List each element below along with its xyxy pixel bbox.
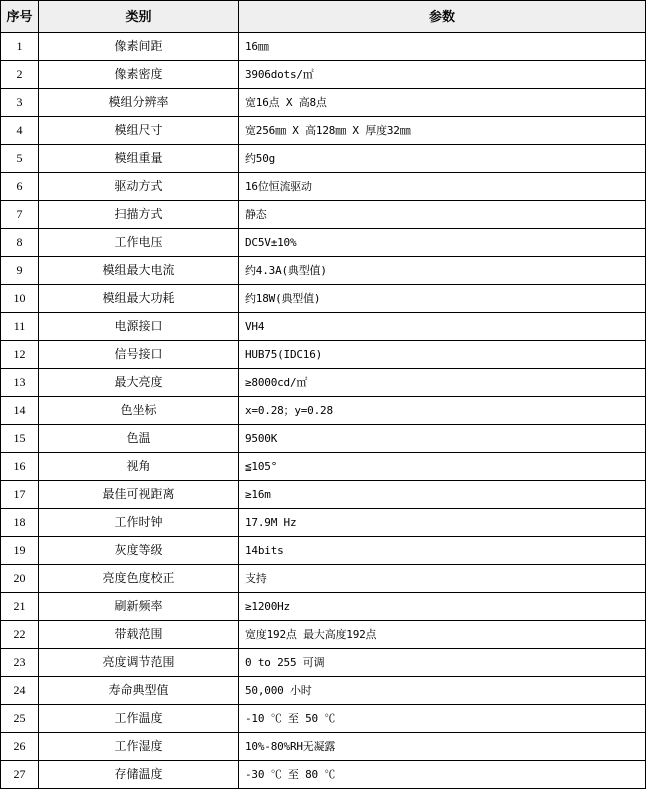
cell-category: 色温 xyxy=(39,425,239,453)
table-row xyxy=(1,369,646,397)
cell-parameter: 约50g xyxy=(239,145,646,173)
table-row xyxy=(1,565,646,593)
table-row xyxy=(1,733,646,761)
cell-category: 存储温度 xyxy=(39,761,239,789)
cell-category: 模组分辨率 xyxy=(39,89,239,117)
cell-parameter: 宽256㎜ X 高128㎜ X 厚度32㎜ xyxy=(239,117,646,145)
column-header-category: 类别 xyxy=(39,1,239,33)
cell-category: 像素密度 xyxy=(39,61,239,89)
table-row xyxy=(1,313,646,341)
cell-index: 21 xyxy=(1,593,39,621)
table-row xyxy=(1,453,646,481)
cell-index: 20 xyxy=(1,565,39,593)
cell-index: 23 xyxy=(1,649,39,677)
table-row xyxy=(1,621,646,649)
cell-category: 像素间距 xyxy=(39,33,239,61)
cell-index: 22 xyxy=(1,621,39,649)
table-row xyxy=(1,705,646,733)
cell-category: 带载范围 xyxy=(39,621,239,649)
cell-category: 灰度等级 xyxy=(39,537,239,565)
cell-parameter: 9500K xyxy=(239,425,646,453)
cell-parameter: x=0.28；y=0.28 xyxy=(239,397,646,425)
cell-parameter: -30 ℃ 至 80 ℃ xyxy=(239,761,646,789)
cell-category: 模组尺寸 xyxy=(39,117,239,145)
cell-category: 最大亮度 xyxy=(39,369,239,397)
cell-category: 驱动方式 xyxy=(39,173,239,201)
cell-parameter: ≥8000cd/㎡ xyxy=(239,369,646,397)
cell-index: 27 xyxy=(1,761,39,789)
table-row xyxy=(1,61,646,89)
cell-index: 2 xyxy=(1,61,39,89)
cell-index: 17 xyxy=(1,481,39,509)
cell-index: 24 xyxy=(1,677,39,705)
cell-index: 10 xyxy=(1,285,39,313)
cell-parameter: 支持 xyxy=(239,565,646,593)
table-header xyxy=(1,1,646,33)
cell-parameter: 宽16点 X 高8点 xyxy=(239,89,646,117)
table-row xyxy=(1,509,646,537)
table-row xyxy=(1,33,646,61)
cell-parameter: 16位恒流驱动 xyxy=(239,173,646,201)
cell-parameter: -10 ℃ 至 50 ℃ xyxy=(239,705,646,733)
cell-index: 6 xyxy=(1,173,39,201)
cell-category: 亮度色度校正 xyxy=(39,565,239,593)
cell-parameter: 50,000 小时 xyxy=(239,677,646,705)
cell-index: 7 xyxy=(1,201,39,229)
cell-index: 13 xyxy=(1,369,39,397)
cell-index: 15 xyxy=(1,425,39,453)
cell-index: 18 xyxy=(1,509,39,537)
table-row xyxy=(1,425,646,453)
cell-parameter: HUB75(IDC16) xyxy=(239,341,646,369)
cell-index: 9 xyxy=(1,257,39,285)
cell-category: 扫描方式 xyxy=(39,201,239,229)
table-row xyxy=(1,537,646,565)
cell-category: 模组最大功耗 xyxy=(39,285,239,313)
cell-index: 19 xyxy=(1,537,39,565)
table-row xyxy=(1,89,646,117)
cell-index: 26 xyxy=(1,733,39,761)
table-body xyxy=(1,33,646,789)
cell-index: 16 xyxy=(1,453,39,481)
table-row xyxy=(1,201,646,229)
cell-category: 最佳可视距离 xyxy=(39,481,239,509)
table-row xyxy=(1,481,646,509)
table-row xyxy=(1,257,646,285)
cell-parameter: 3906dots/㎡ xyxy=(239,61,646,89)
cell-category: 模组最大电流 xyxy=(39,257,239,285)
cell-category: 亮度调节范围 xyxy=(39,649,239,677)
cell-index: 12 xyxy=(1,341,39,369)
cell-parameter: 约4.3A(典型值) xyxy=(239,257,646,285)
table-row xyxy=(1,341,646,369)
cell-parameter: ≦105° xyxy=(239,453,646,481)
cell-category: 工作电压 xyxy=(39,229,239,257)
cell-parameter: 14bits xyxy=(239,537,646,565)
cell-parameter: 宽度192点 最大高度192点 xyxy=(239,621,646,649)
cell-parameter: 17.9M Hz xyxy=(239,509,646,537)
cell-parameter: 静态 xyxy=(239,201,646,229)
cell-parameter: ≥16m xyxy=(239,481,646,509)
cell-parameter: ≥1200Hz xyxy=(239,593,646,621)
cell-parameter: 16㎜ xyxy=(239,33,646,61)
cell-parameter: 10%-80%RH无凝露 xyxy=(239,733,646,761)
cell-category: 信号接口 xyxy=(39,341,239,369)
cell-index: 25 xyxy=(1,705,39,733)
table-row xyxy=(1,649,646,677)
cell-index: 1 xyxy=(1,33,39,61)
cell-parameter: VH4 xyxy=(239,313,646,341)
cell-index: 8 xyxy=(1,229,39,257)
column-header-index: 序号 xyxy=(1,1,39,33)
table-row xyxy=(1,397,646,425)
table-row xyxy=(1,229,646,257)
cell-category: 视角 xyxy=(39,453,239,481)
cell-index: 4 xyxy=(1,117,39,145)
cell-parameter: 约18W(典型值) xyxy=(239,285,646,313)
table-row xyxy=(1,677,646,705)
table-row xyxy=(1,117,646,145)
cell-category: 电源接口 xyxy=(39,313,239,341)
cell-index: 14 xyxy=(1,397,39,425)
cell-category: 工作湿度 xyxy=(39,733,239,761)
cell-category: 模组重量 xyxy=(39,145,239,173)
cell-category: 寿命典型值 xyxy=(39,677,239,705)
cell-parameter: 0 to 255 可调 xyxy=(239,649,646,677)
cell-index: 3 xyxy=(1,89,39,117)
column-header-parameter: 参数 xyxy=(239,1,646,33)
table-row xyxy=(1,593,646,621)
cell-category: 工作时钟 xyxy=(39,509,239,537)
cell-category: 色坐标 xyxy=(39,397,239,425)
cell-category: 工作温度 xyxy=(39,705,239,733)
table-row xyxy=(1,761,646,789)
table-row xyxy=(1,173,646,201)
cell-index: 11 xyxy=(1,313,39,341)
cell-parameter: DC5V±10% xyxy=(239,229,646,257)
cell-index: 5 xyxy=(1,145,39,173)
table-row xyxy=(1,285,646,313)
cell-category: 刷新频率 xyxy=(39,593,239,621)
table-header-row xyxy=(1,1,646,33)
table-row xyxy=(1,145,646,173)
